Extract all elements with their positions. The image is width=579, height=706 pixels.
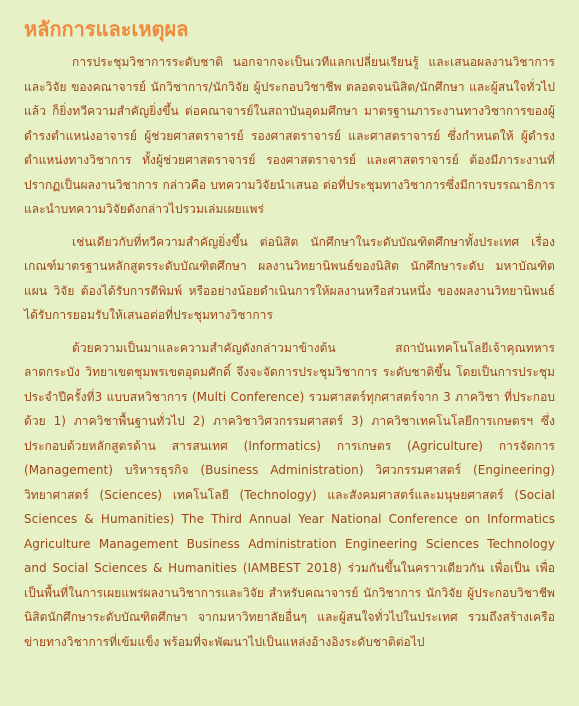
paragraph-2: เช่นเดียวกับที่ทวีความสำคัญยิ่งขึ้น ต่อนิสิต นักศึกษาในระดับบัณฑิตศึกษาทั้งประเทศ เรื่องเกณฑ์มาตรฐานหลักสูตรระดับบัณฑิตศึกษา ผลงานวิทยานิพนธ์ของนิสิต นักศึกษาระดับ มหาบัณฑิต แผน วิจัย ต้องได้รับการตีพิมพ์ หรืออย่างน้อยดำเนินการให้ผลงานหรือส่วนหนึ่ง ของผลงานวิทยานิพนธ์ ได้รับการยอมรับให้เสนอต่อที่ประชุมทางวิชาการ [24, 234, 555, 322]
section-heading: หลักการและเหตุผล [24, 17, 189, 41]
paragraph-1: การประชุมวิชาการระดับชาติ นอกจากจะเป็นเวทีแลกเปลี่ยนเรียนรู้ และเสนอผลงานวิชาการและวิจัย ของคณาจารย์ นักวิชาการ/นักวิจัย ผู้ประกอบวิชาชีพ ตลอดจนนิสิต/นักศึกษา และผู้สนใจทั่วไปแล้ว ก็ยิ่งทวีความสำคัญยิ่งขึ้น ต่อคณาจารย์ในสถาบันอุดมศึกษา มาตรฐานภาระงานทางวิชาการของผู้ดำรงตำแหน่งอาจารย์ ผู้ช่วยศาสตราจารย์ รองศาสตราจารย์ และศาสตราจารย์ ซึ่งกำหนดให้ ผู้ดำรงตำแหน่งทางวิชาการ ทั้งผู้ช่วยศาสตราจารย์ รองศาสตราจารย์ และศาสตราจารย์ ต้องมีภาระงานที่ปรากฏเป็นผลงานวิชาการ กล่าวคือ บทความวิจัยนำเสนอ ต่อที่ประชุมทางวิชาการซึ่งมีการบรรณาธิการ และนำบทความวิจัยดังกล่าวไปรวมเล่มเผยแพร่ [24, 55, 555, 216]
paragraph-3: ด้วยความเป็นมาและความสำคัญดังกล่าวมาข้างต้น สถาบันเทคโนโลยีเจ้าคุณทหารลาดกระบัง วิทยาเขตชุมพรเขตอุดมศักดิ์ จึงจะจัดการประชุมวิชาการ ระดับชาติขึ้น โดยเป็นการประชุมประจำปีครั้งที่3 แบบสหวิชาการ (Multi Conference) รวมศาสตร์ทุกศาสตร์จาก 3 ภาควิชา ที่ประกอบด้วย 1) ภาควิชาพื้นฐานทั่วไป 2) ภาควิชาวิศวกรรมศาสตร์ 3) ภาควิชาเทคโนโลยีการเกษตรฯ ซึ่งประกอบด้วยหลักสูตรด้าน สารสนเทศ (Informatics) การเกษตร (Agriculture) การจัดการ (Management) บริหารธุรกิจ (Business Administration) วิศวกรรมศาสตร์ (Engineering) วิทยาศาสตร์ (Sciences) เทคโนโลยี (Technology) และสังคมศาสตร์และมนุษยศาสตร์ (Social Sciences & Humanities) The Third Annual Year National Conference on Informatics Agriculture Management Business Administration Engineering Sciences Technology and Social Sciences & Humanities (IAMBEST 2018) ร่วมกันขึ้นในคราวเดียวกัน เพื่อเป็น เพื่อเป็นพื้นที่ในการเผยแพร่ผลงานวิชาการและวิจัย สำหรับคณาจารย์ นักวิชาการ นักวิจัย ผู้ประกอบวิชาชีพ นิสิตนักศึกษาระดับบัณฑิตศึกษา จากมหาวิทยาลัยอื่นๆ และผู้สนใจทั่วไปในประเทศ รวมถึงสร้างเครือข่ายทางวิชาการที่เข้มแข็ง พร้อมที่จะพัฒนาไปเป็นแหล่งอ้างอิงระดับชาติต่อไป [24, 340, 555, 649]
